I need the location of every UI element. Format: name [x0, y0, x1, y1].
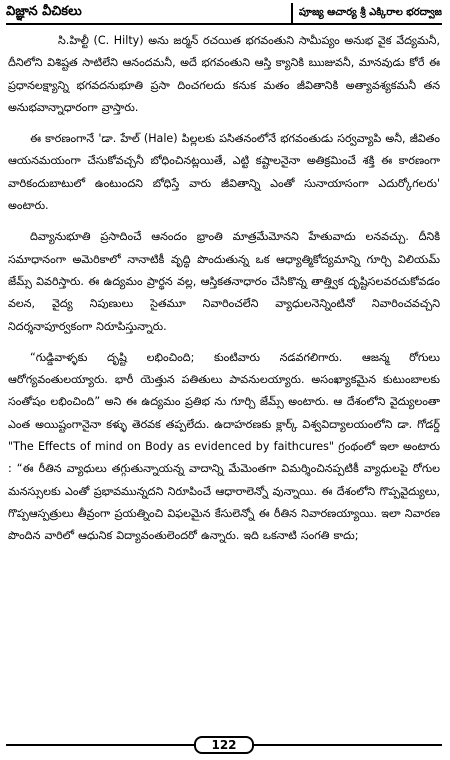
book-title: విజ్ఞాన వీచికలు — [6, 4, 82, 19]
paragraph-hilty: సి.హిల్టీ (C. Hilty) అను జర్మన్ రచయిత భగవంతుని సామీప్యం అనుభ వైక వేద్యమనీ, దీనిలోని విశిష్టత సాటిలేని ఆనందమనీ, అదే భగవంతుని ఆస్తి క్యానికి ఋజువనీ, మానవుడు కోరే ఈ ప్రధానలక్ష్యాన్ని భగవదనుభూతి ప్రసా దించగలదు కనుక మతం జీవితానికి అత్యావశ్యకమనీ తన అనుభవాన్నాధారంగా వ్రాస్తారు. — [8, 34, 440, 114]
paragraph-hale: ఈ కారణంగానే 'డా. హేల్ (Hale) పిల్లలకు పసితనంలోనే భగవంతుడు సర్వవ్యాపి అనీ, జీవితం ఆయనమయంగా చేసుకోవచ్చనీ బోధించినట్లయితే, ఎట్టి కష్టాలనైనా అతిక్రమించే శక్తి ఈ కారణంగా వారికందుబాటులో ఉంటుందని బోధిస్తే వారు జీవితాన్ని ఎంతో సునాయాసంగా ఎదుర్కోగలరు' అంటారు. — [8, 132, 440, 213]
page-body — [8, 30, 440, 732]
page-footer — [6, 736, 442, 754]
paragraph-faith-cures: “గుడ్డివాళ్ళకు దృష్టి లభించింది; కుంటివారు నడవగలిగారు. ఆజన్మ రోగులు ఆరోగ్యవంతులయ్యారు. భారీ యెత్తున పతితులు పావనులయ్యారు. అసంఖ్యాకమైన కుటుంబాలకు సంతోషం లభించింది” అని ఈ ఉద్యమం ప్రతిభ ను గూర్చి జేమ్స్ అంటారు. ఆ దేశంలోని వైద్యులంతా ఎంత అయిష్టంగానైనా కళ్ళు తెరవక తప్పలేదు. ఉదాహరణకు క్లార్క్ విశ్వవిద్యాలయంలోని డా. గోడర్డ్ "The Effects of mind on Body as evidenced by faithcures" గ్రంథంలో ఇలా అంటారు : “ఈ రీతిన వ్యాధులు తగ్గుతున్నాయన్న వాదాన్ని మేమెంతగా విమర్శించినప్పటికీ వ్యాధులపై రోగుల మనస్సులకు ఎంతో ప్రభావమున్నదని నిరూపించే ఆధారాలెన్నో వున్నాయి. ఈ దేశంలోని గొప్పవైద్యులు, గొప్పఆస్పత్రులు తీవ్రంగా ప్రయత్నించి విఫలమైన కేసులెన్నో ఈ రీతిన నివారణయ్యాయి. ఇలా నివారణ పొందిన వారిలో ఆధునిక విద్యావంతులెందరో ఉన్నారు. ఇది ఒకనాటి సంగతి కాదు; — [8, 350, 440, 543]
page-number: 122 — [194, 736, 254, 754]
author-name: పూజ్య ఆచార్య శ్రీ ఎక్కిరాల భరద్వాజ — [291, 3, 442, 23]
paragraph-william-james: దివ్యానుభూతి ప్రసాదించే ఆనందం భ్రాంతి మాత్రమేమోనని హేతువాదు లనవచ్చు. దీనికి సమాధానంగా అమెరికాలో నానాటికీ వృద్ధి పొందుతున్న ఒక ఆధ్యాత్మికోద్యమాన్ని గూర్చి విలియమ్ జేమ్స్ వివరిస్తారు. ఈ ఉద్యమం ప్రార్థన వల్ల, ఆస్తికతనాధారం చేసికొన్న తాత్త్విక దృష్టిసలవరచుకోవడం వలన, వైద్య నిపుణులు సైతమూ నివారించలేని వ్యాధులనెన్నింటినో నివారించవచ్చని నిదర్శనాపూర్వకంగా నిరూపిస్తున్నారు. — [8, 230, 440, 333]
running-header — [6, 3, 442, 25]
